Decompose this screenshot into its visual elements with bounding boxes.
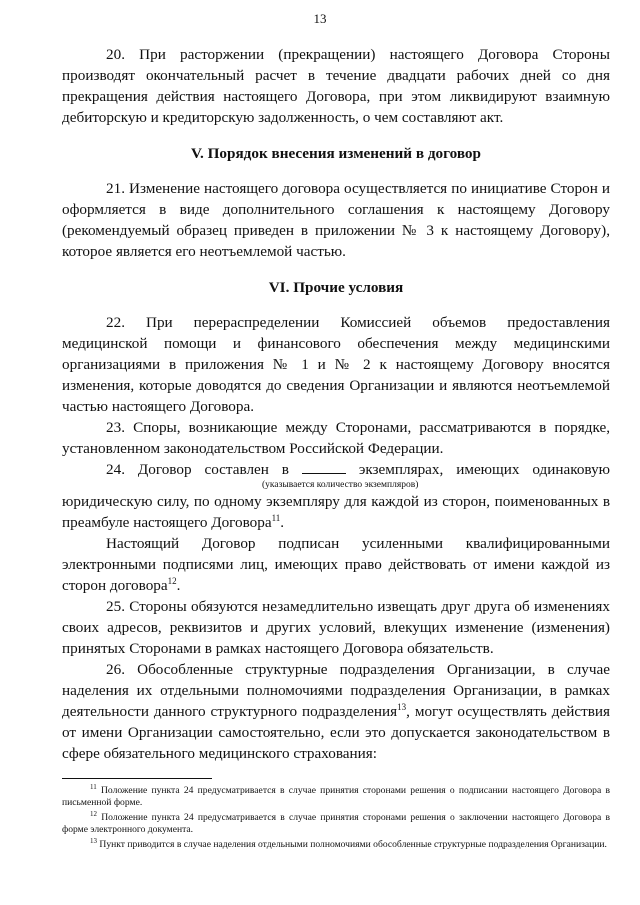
footnote-ref-12: 12 (167, 576, 177, 586)
footnote-ref-11: 11 (271, 513, 281, 523)
paragraph-24-text: юридическую силу, по одному экземпляру для каждой из сторон, поименованных в преамбуле настоящего Договора (62, 493, 610, 531)
paragraph-24-rest: юридическую силу, по одному экземпляру для каждой из сторон, поименованных в преамбуле настоящего Договора$^{11}$. (62, 493, 610, 531)
document-body (62, 44, 610, 764)
footnote-text: Положение пункта 24 предусматривается в случае принятия сторонами решения о подписании настоящего Договора в письменной форме. (62, 785, 610, 808)
footnote-text: Положение пункта 24 предусматривается в случае принятия сторонами решения о заключении настоящего Договора в форме электронного документа. (62, 812, 610, 835)
footnote-13 (62, 839, 610, 851)
paragraph-22: 22. При перераспределении Комиссией объемов предоставления медицинской помощи и финансового обеспечения между медицинскими организациями в приложения № 1 и № 2 к настоящему Договору вносятся изменения, которые доводятся до сведения Организации и являются неотъемлемой частью настоящего Договора. (62, 314, 610, 415)
section-heading-vi: VI. Прочие условия (268, 279, 404, 296)
paragraph-21: 21. Изменение настоящего договора осуществляется по инициативе Сторон и оформляется в виде дополнительного соглашения к настоящему Договору (рекомендуемый образец приведен в приложении № 3 к настоящему Договору), которое является его неотъемлемой частью. (62, 180, 610, 260)
footnote-number: 12 (90, 810, 97, 818)
footnote-number: 13 (90, 837, 97, 845)
paragraph-24-first-line (62, 459, 610, 480)
footnote-number: 11 (90, 783, 97, 791)
paragraph-24-electronic: Настоящий Договор подписан усиленными квалифицированными электронными подписями лиц, имеющих право действовать от имени каждой из сторон договора$^{12}$. (62, 535, 610, 594)
paragraph-24-start: 24. Договор составлен в (106, 461, 289, 478)
copies-count-hint: (указывается количество экземпляров) (262, 480, 419, 490)
footnote-ref-13: 13 (397, 702, 407, 712)
footnote-12 (62, 812, 610, 836)
footnote-11 (62, 785, 610, 809)
paragraph-24-continued: экземплярах, имеющих одинаковую (358, 461, 611, 478)
paragraph-25: 25. Стороны обязуются незамедлительно извещать друг друга об изменениях своих адресов, реквизитов и других условий, влекущих изменение (изменения) принятых Сторонами в рамках настоящего Договора обязательств. (62, 598, 610, 657)
paragraph-26-end: , могут осуществлять действия от имени Организации самостоятельно, если это допускается законодательством в сфере обязательного медицинского страхования: (62, 703, 611, 762)
paragraph-26-start: 26. Обособленные структурные подразделения Организации, в случае наделения их отдельными полномочиями подразделения Организации, в рамках деятельности данного структурного подразделения (62, 661, 610, 720)
page-number: 13 (313, 11, 327, 26)
section-heading-v: V. Порядок внесения изменений в договор (191, 145, 481, 162)
paragraph-26 (62, 659, 610, 764)
paragraph-24-electronic-text: Настоящий Договор подписан усиленными квалифицированными электронными подписями лиц, имеющих право действовать от имени каждой из сторон договора (62, 535, 610, 594)
paragraph-23: 23. Споры, возникающие между Сторонами, рассматриваются в порядке, установленном законодательством Российской Федерации. (62, 419, 610, 457)
copies-count-blank (302, 461, 346, 474)
footnote-text: Пункт приводится в случае наделения отдельными полномочиями обособленные структурные подразделения Организации. (99, 839, 607, 850)
paragraph-20: 20. При расторжении (прекращении) настоящего Договора Стороны производят окончательный расчет в течение двадцати рабочих дней со дня прекращения действия настоящего Договора, при этом ликвидируют взаимную дебиторскую и кредиторскую задолженность, о чем составляют акт. (62, 46, 610, 126)
footnote-separator (62, 778, 212, 779)
footnotes (62, 785, 610, 854)
